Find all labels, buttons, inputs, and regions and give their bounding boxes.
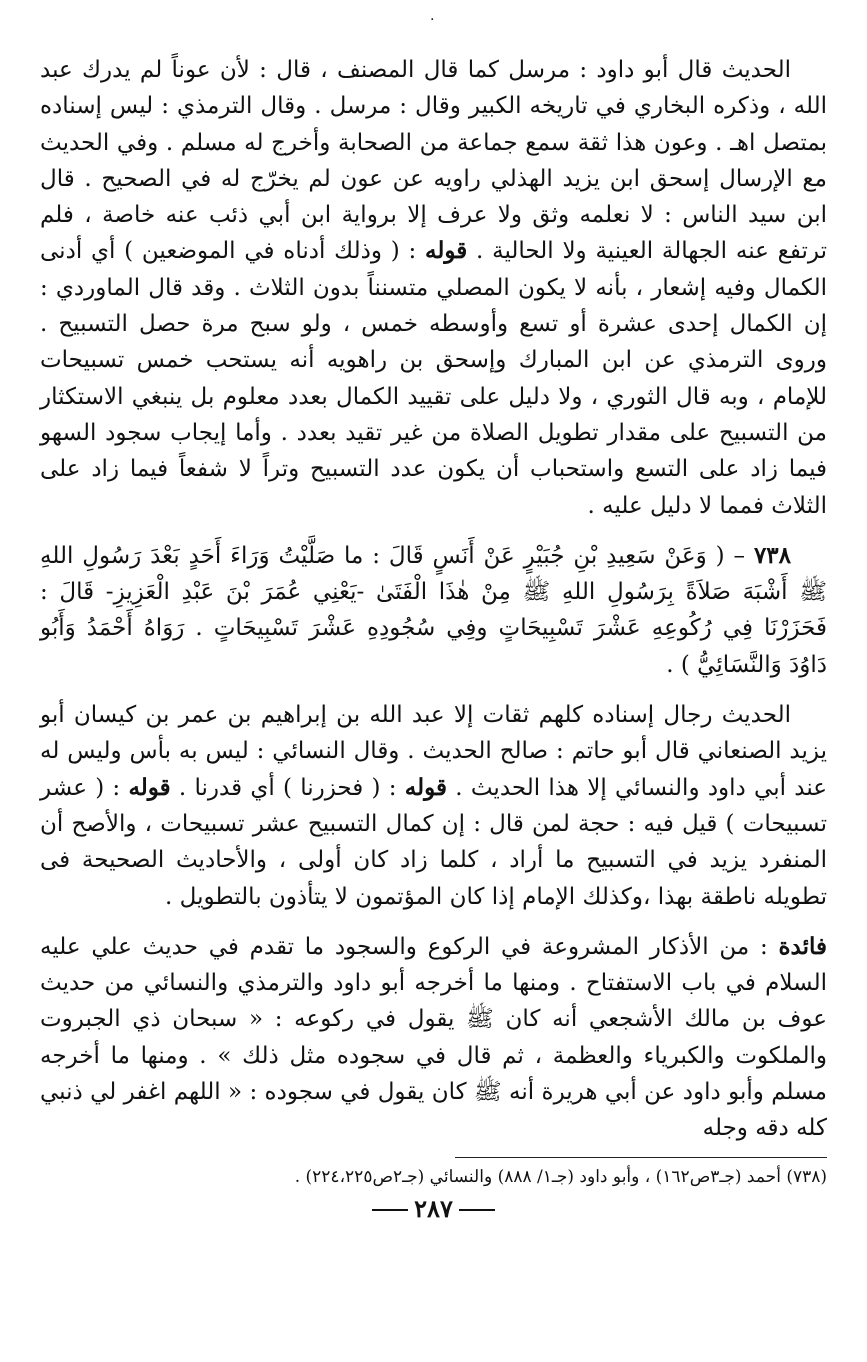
hadith-number: ٧٣٨ (753, 541, 791, 569)
qawluhu-label: قوله (404, 773, 447, 801)
faida-paragraph (40, 929, 827, 1147)
page-number (40, 1194, 827, 1223)
page-number-dash-left (372, 1209, 408, 1211)
footnote-divider (455, 1157, 827, 1158)
p1-text-b: : ( وذلك أدناه في الموضعين ) أي أدنى الكمال وفيه إشعار ، بأنه لا يكون المصلي متسنناً بدون الثلاث . وقد قال الماوردي : إن الكمال إحدى عشرة أو تسع وأوسطه خمس ، ولو سبح مرة حصل التسبيح . وروى الترمذي عن ابن المبارك وإسحق بن راهويه أنه يستحب خمس تسبيحات للإمام ، وبه قال الثوري ، ولا دليل على تقييد الكمال بعدد معلوم بل ينبغي الاستكثار من التسبيح على مقدار تطويل الصلاة من غير تقيد بعدد . وأما إيجاب سجود السهو فيما زاد على التسع واستحباب أن يكون عدد التسبيح وتراً لا شفعاً فيما زاد على الثلاث فمما لا دليل عليه . (40, 238, 827, 519)
page-body (40, 52, 827, 1223)
commentary-paragraph-1 (40, 52, 827, 524)
commentary-paragraph-2 (40, 697, 827, 915)
hadith-738 (40, 538, 827, 683)
p2-text-c: : ( عشر تسبيحات ) قيل فيه : حجة لمن قال : إن كمال التسبيح عشر تسبيحات ، والأصح أن المنفرد يزيد في التسبيح ما أراد ، كلما زاد كان أولى ، والأحاديث الصحيحة فى تطويله ناطقة بهذا ،وكذلك الإمام إذا كان المؤتمون لا يتأذون بالتطويل . (40, 774, 827, 910)
hadith-text: – ( وَعَنْ سَعِيدِ بْنِ جُبَيْرٍ عَنْ أَنَسٍ قَالَ : ما صَلَّيْتُ وَرَاءَ أَحَدٍ بَعْدَ رَسُولِ اللهِ ﷺ أَشْبَهَ صَلاَةً بِرَسُولِ اللهِ ﷺ مِنْ هٰذَا الْفَتَىٰ -يَعْنِي عُمَرَ بْنَ عَبْدِ الْعَزِيزِ- قَالَ : فَحَزَرْنَا فِي رُكُوعِهِ عَشْرَ تَسْبِيحَاتٍ وفِي سُجُودِهِ عَشْرَ تَسْبِيحَاتٍ . رَوَاهُ أَحْمَدُ وَأَبُو دَاوُدَ وَالنَّسَائِيُّ ) . (40, 542, 827, 678)
p2-text-a: الحديث رجال إسناده كلهم ثقات إلا عبد الله بن إبراهيم بن عمر بن كيسان أبو يزيد الصنعاني قال أبو حاتم : صالح الحديث . وقال النسائي : ليس به بأس وليس له عند أبي داود والنسائي إلا هذا الحديث . (40, 702, 828, 801)
footnote: (٧٣٨) أحمد (جـ٣ص١٦٢) ، وأبو داود (جـ١/ ٨٨٨) والنسائي (جـ٢ص٢٢٤،٢٢٥) . (294, 1166, 827, 1187)
page-number-dash-right (459, 1209, 495, 1211)
qawluhu-label: قوله (425, 237, 468, 265)
faida-label: فائدة (778, 932, 828, 960)
qawluhu-label: قوله (128, 773, 171, 801)
p2-text-b: : ( فحزرنا ) أي قدرنا . (178, 774, 397, 801)
faida-text: : من الأذكار المشروعة في الركوع والسجود ما تقدم في حديث علي عليه السلام في باب الاستفتاح . ومنها ما أخرجه أبو داود والترمذي والنسائي من حديث عوف بن مالك الأشجعي أنه كان ﷺ يقول في ركوعه : « سبحان ذي الجبروت والملكوت والكبرياء والعظمة ، ثم قال في سجوده مثل ذلك » . ومنها ما أخرجه مسلم وأبو داود عن أبي هريرة أنه ﷺ كان يقول في سجوده : « اللهم اغفر لي ذنبي كله دقه وجله (40, 933, 827, 1142)
p1-text-a: الحديث قال أبو داود : مرسل كما قال المصنف ، قال : لأن عوناً لم يدرك عبد الله ، وذكره البخاري في تاريخه الكبير وقال : مرسل . وقال الترمذي : ليس إسناده بمتصل اهـ . وعون هذا ثقة سمع جماعة من الصحابة وأخرج له مسلم . وفي الحديث مع الإرسال إسحق ابن يزيد الهذلي راويه عن عون لم يخرّج له في الصحيح . قال ابن سيد الناس : لا نعلمه وثق ولا عرف إلا برواية ابن أبي ذئب عنه خاصة ، فلم ترتفع عنه الجهالة العينية ولا الحالية . (40, 57, 828, 265)
page-number-value: ٢٨٧ (414, 1193, 453, 1223)
top-dot: . (430, 8, 435, 24)
